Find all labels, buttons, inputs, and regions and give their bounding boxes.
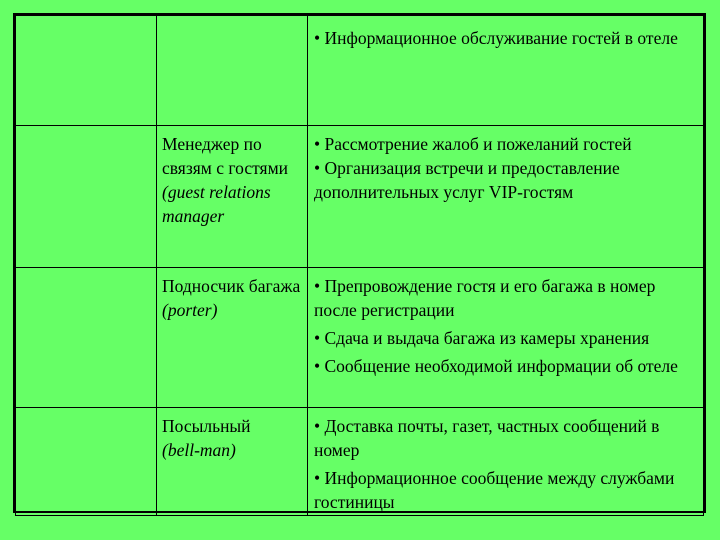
- empty-cell: [16, 408, 157, 516]
- role-english-name: (porter): [162, 300, 218, 320]
- table-row: [16, 126, 704, 268]
- role-cell: [157, 268, 308, 408]
- duty-item: • Информационное сообщение между службами гостиницы: [314, 468, 675, 512]
- table-row: [16, 16, 704, 126]
- table-row: [16, 268, 704, 408]
- duty-item: • Доставка почты, газет, частных сообщений в номер: [314, 416, 660, 460]
- duty-item: • Рассмотрение жалоб и пожеланий гостей: [314, 134, 632, 154]
- role-cell: [157, 408, 308, 516]
- role-english-name: (guest relations manager: [162, 182, 271, 226]
- duty-item: • Сообщение необходимой информации об отеле: [314, 356, 678, 376]
- role-cell: [157, 126, 308, 268]
- table-row: [16, 408, 704, 516]
- role-title: Менеджер по связям с гостями: [162, 134, 289, 178]
- duties-cell: [308, 408, 704, 516]
- duty-item: • Организация встречи и предоставление дополнительных услуг VIP-гостям: [314, 158, 620, 202]
- role-cell: [157, 16, 308, 126]
- duties-table-frame: [13, 13, 706, 513]
- role-title: Подносчик багажа: [162, 276, 301, 296]
- duties-cell: [308, 16, 704, 126]
- duty-item: • Информационное обслуживание гостей в отеле: [314, 28, 678, 48]
- role-english-name: (bell-man): [162, 440, 236, 460]
- empty-cell: [16, 16, 157, 126]
- duties-cell: [308, 268, 704, 408]
- duty-item: • Препровождение гостя и его багажа в номер после регистрации: [314, 276, 656, 320]
- duties-table: [15, 15, 704, 516]
- duty-item: • Сдача и выдача багажа из камеры хранения: [314, 328, 650, 348]
- duties-cell: [308, 126, 704, 268]
- empty-cell: [16, 126, 157, 268]
- empty-cell: [16, 268, 157, 408]
- role-title: Посыльный: [162, 416, 251, 436]
